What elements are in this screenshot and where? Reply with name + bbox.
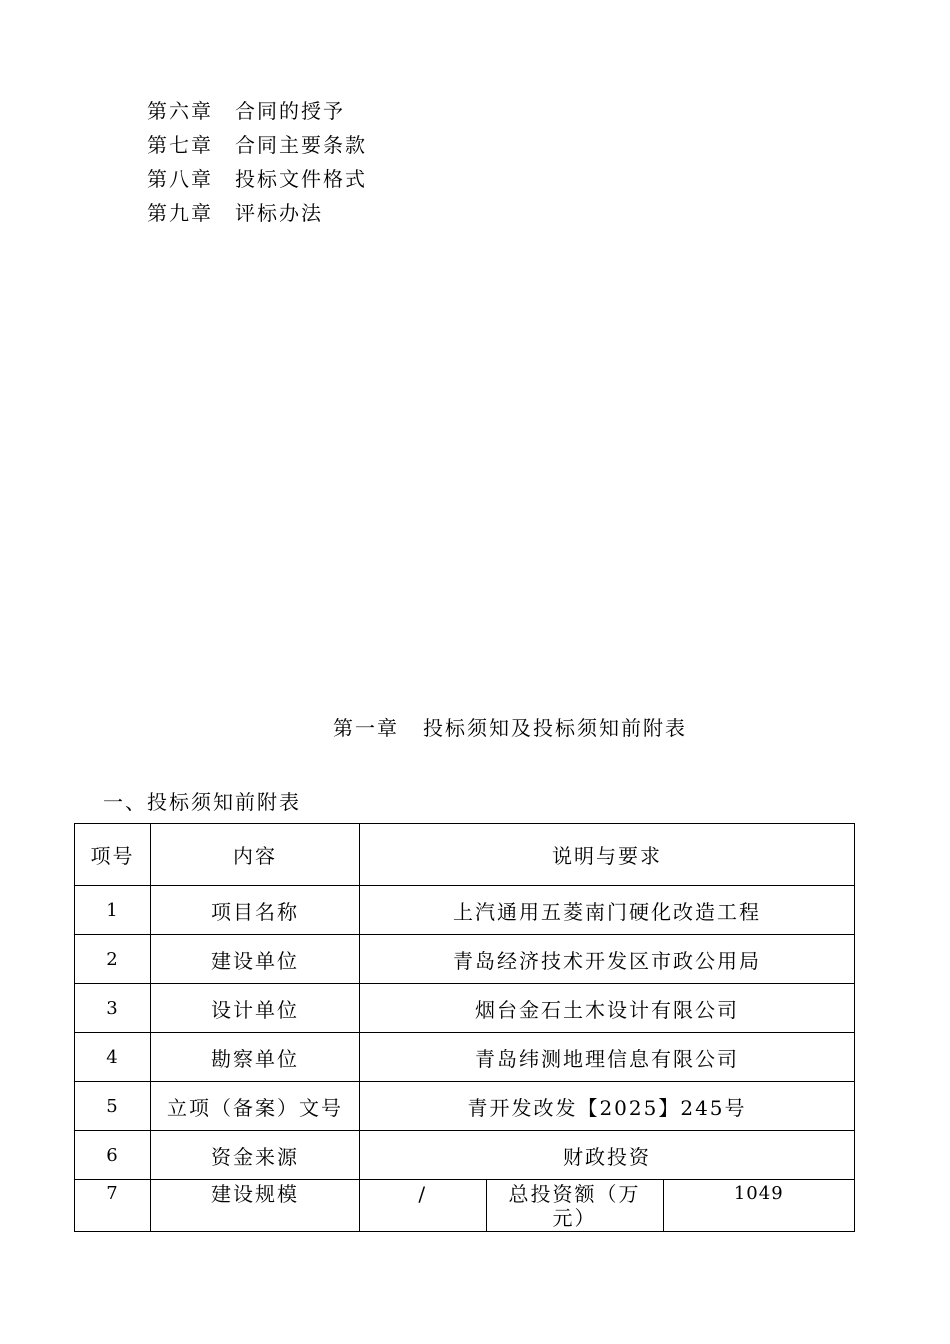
table-row [75,1033,855,1082]
row-description-split [360,1180,855,1232]
row-description: 青岛纬测地理信息有限公司 [360,1033,855,1082]
toc-chapter-title: 合同主要条款 [235,133,367,157]
section-heading: 一、投标须知前附表 [103,790,301,814]
row-item: 建设规模 [151,1180,360,1232]
chapter-number: 第一章 [333,716,399,740]
row-item: 资金来源 [151,1131,360,1180]
row-item: 设计单位 [151,984,360,1033]
row-description: 青开发改发【2025】245号 [360,1082,855,1131]
row-item: 勘察单位 [151,1033,360,1082]
header-description: 说明与要求 [360,824,855,886]
row-description: 烟台金石土木设计有限公司 [360,984,855,1033]
investment-label-line2: 元） [552,1206,597,1230]
investment-label [486,1180,663,1231]
table-row [75,984,855,1033]
row-item: 项目名称 [151,886,360,935]
table-row [75,1180,855,1232]
toc-item[interactable] [147,94,367,128]
toc-chapter-title: 投标文件格式 [235,167,367,191]
row-number: 5 [75,1082,151,1131]
row-description: 上汽通用五菱南门硬化改造工程 [360,886,855,935]
toc-item[interactable] [147,128,367,162]
row-item: 立项（备案）文号 [151,1082,360,1131]
table-row [75,1131,855,1180]
table-of-contents [147,94,367,230]
toc-chapter-title: 评标办法 [235,201,323,225]
row-number: 7 [75,1180,151,1232]
header-content: 内容 [151,824,360,886]
row-description: 财政投资 [360,1131,855,1180]
row-description: 青岛经济技术开发区市政公用局 [360,935,855,984]
bid-notice-table [74,823,855,1232]
investment-value: 1049 [663,1180,854,1231]
toc-chapter-number: 第六章 [147,99,213,123]
row-number: 3 [75,984,151,1033]
toc-item[interactable] [147,196,367,230]
row-number: 1 [75,886,151,935]
toc-chapter-number: 第八章 [147,167,213,191]
chapter-title: 投标须知及投标须知前附表 [423,716,687,740]
table-header-row [75,824,855,886]
table-row [75,935,855,984]
toc-chapter-number: 第九章 [147,201,213,225]
toc-chapter-number: 第七章 [147,133,213,157]
row-item: 建设单位 [151,935,360,984]
row-number: 4 [75,1033,151,1082]
chapter-heading [0,712,950,741]
table-row [75,886,855,935]
scale-value: / [418,1182,428,1206]
investment-label-line1: 总投资额（万 [508,1182,641,1206]
row-number: 2 [75,935,151,984]
toc-item[interactable] [147,162,367,196]
header-item-number: 项号 [75,824,151,886]
table-row [75,1082,855,1131]
toc-chapter-title: 合同的授予 [235,99,345,123]
row-number: 6 [75,1131,151,1180]
